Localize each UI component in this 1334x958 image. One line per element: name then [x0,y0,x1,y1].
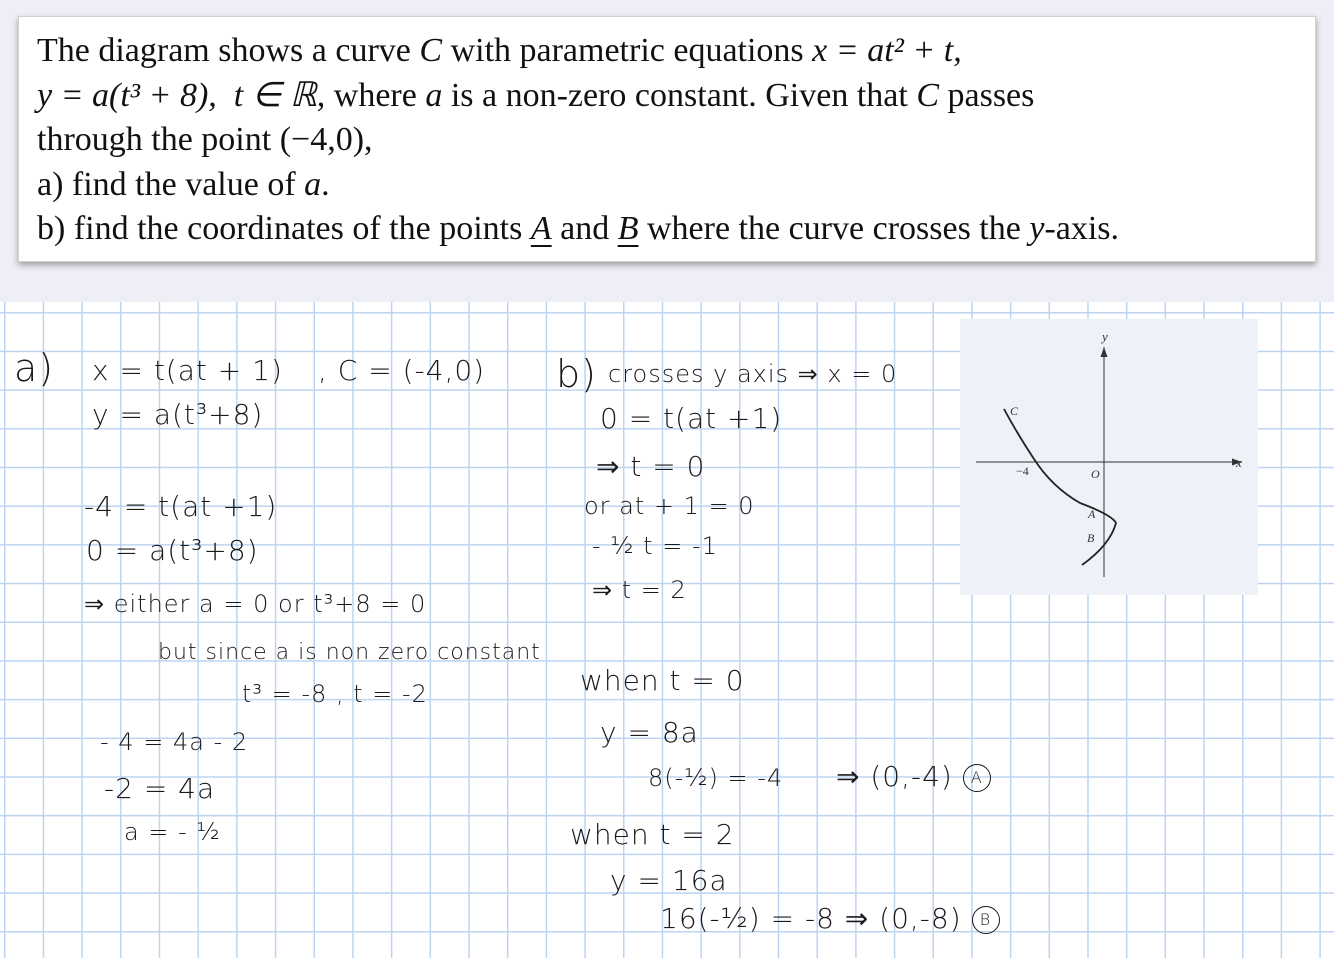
b-or: or at + 1 = 0 [584,492,755,520]
y-equation: y = a(t³ + 8), [37,76,217,114]
a-sub-y: 0 = a(t³+8) [86,534,259,567]
b-result-b: 16(-½) = -8 ⇒ (0,-8) B [660,902,1000,935]
a-either: ⇒ either a = 0 or t³+8 = 0 [84,590,427,618]
question-line-2: y = a(t³ + 8), t ∈ ℝ, where a is a non-zero constant. Given that C passes [37,76,1035,114]
curve-c [1004,409,1116,565]
question-line-1: The diagram shows a curve C with parametric equations x = at² + t, [37,32,962,69]
b-y1: y = 8a [600,716,699,749]
b-t2: ⇒ t = 2 [592,576,687,604]
question-part-b: b) find the coordinates of the points A and B where the curve crosses the y-axis. [37,210,1120,247]
b-when-t2: when t = 2 [570,818,735,851]
a-y-equation: y = a(t³+8) [92,398,264,431]
x-axis-label: x [1236,455,1242,470]
point-b-diagram-label: B [1087,531,1095,545]
question-box [18,16,1316,262]
b-result-a: ⇒ (0,-4) A [836,760,991,793]
curve-diagram-svg [960,319,1258,595]
curve-diagram [960,319,1258,595]
a-eq2: -2 = 4a [104,772,216,805]
a-result: a = - ½ [124,818,221,846]
b-eq1: 0 = t(at +1) [600,402,783,435]
t-domain: t ∈ ℝ, [233,76,326,114]
curve-name: C [419,32,443,69]
b-half: - ½ t = -1 [592,532,718,560]
point-b-label: B [617,210,639,247]
part-a-label: a) [14,346,55,390]
question-line-3: through the point (−4,0), [37,121,373,158]
b-crosses: crosses y axis ⇒ x = 0 [608,360,898,388]
a-eq1: - 4 = 4a - 2 [100,728,249,756]
a-given-point: , C = (-4,0) [318,354,486,387]
point-a-diagram-label: A [1088,507,1096,521]
a-x-equation: x = t(at + 1) [92,354,283,387]
origin-label: O [1091,467,1100,481]
grid-paper [0,302,1334,958]
question-part-a: a) find the value of a. [37,165,330,203]
tag-a: A [963,764,991,792]
b-calc1: 8(-½) = -4 [648,764,784,792]
point-a-label: A [530,210,552,247]
tag-b: B [972,906,1000,934]
b-t0: ⇒ t = 0 [596,450,706,483]
a-t-cube: t³ = -8 , t = -2 [242,680,428,708]
y-axis-arrow [1101,347,1108,357]
a-but-since: but since a is non zero constant [158,640,541,665]
b-y2: y = 16a [610,864,728,897]
a-sub-x: -4 = t(at +1) [84,490,278,523]
b-when-t0: when t = 0 [580,664,745,697]
x-intercept-label: −4 [1016,464,1029,478]
part-b-label: b) [556,352,597,396]
x-equation: x = at² + t, [812,32,962,69]
curve-label: C [1010,404,1019,418]
y-axis-label: y [1102,329,1108,344]
